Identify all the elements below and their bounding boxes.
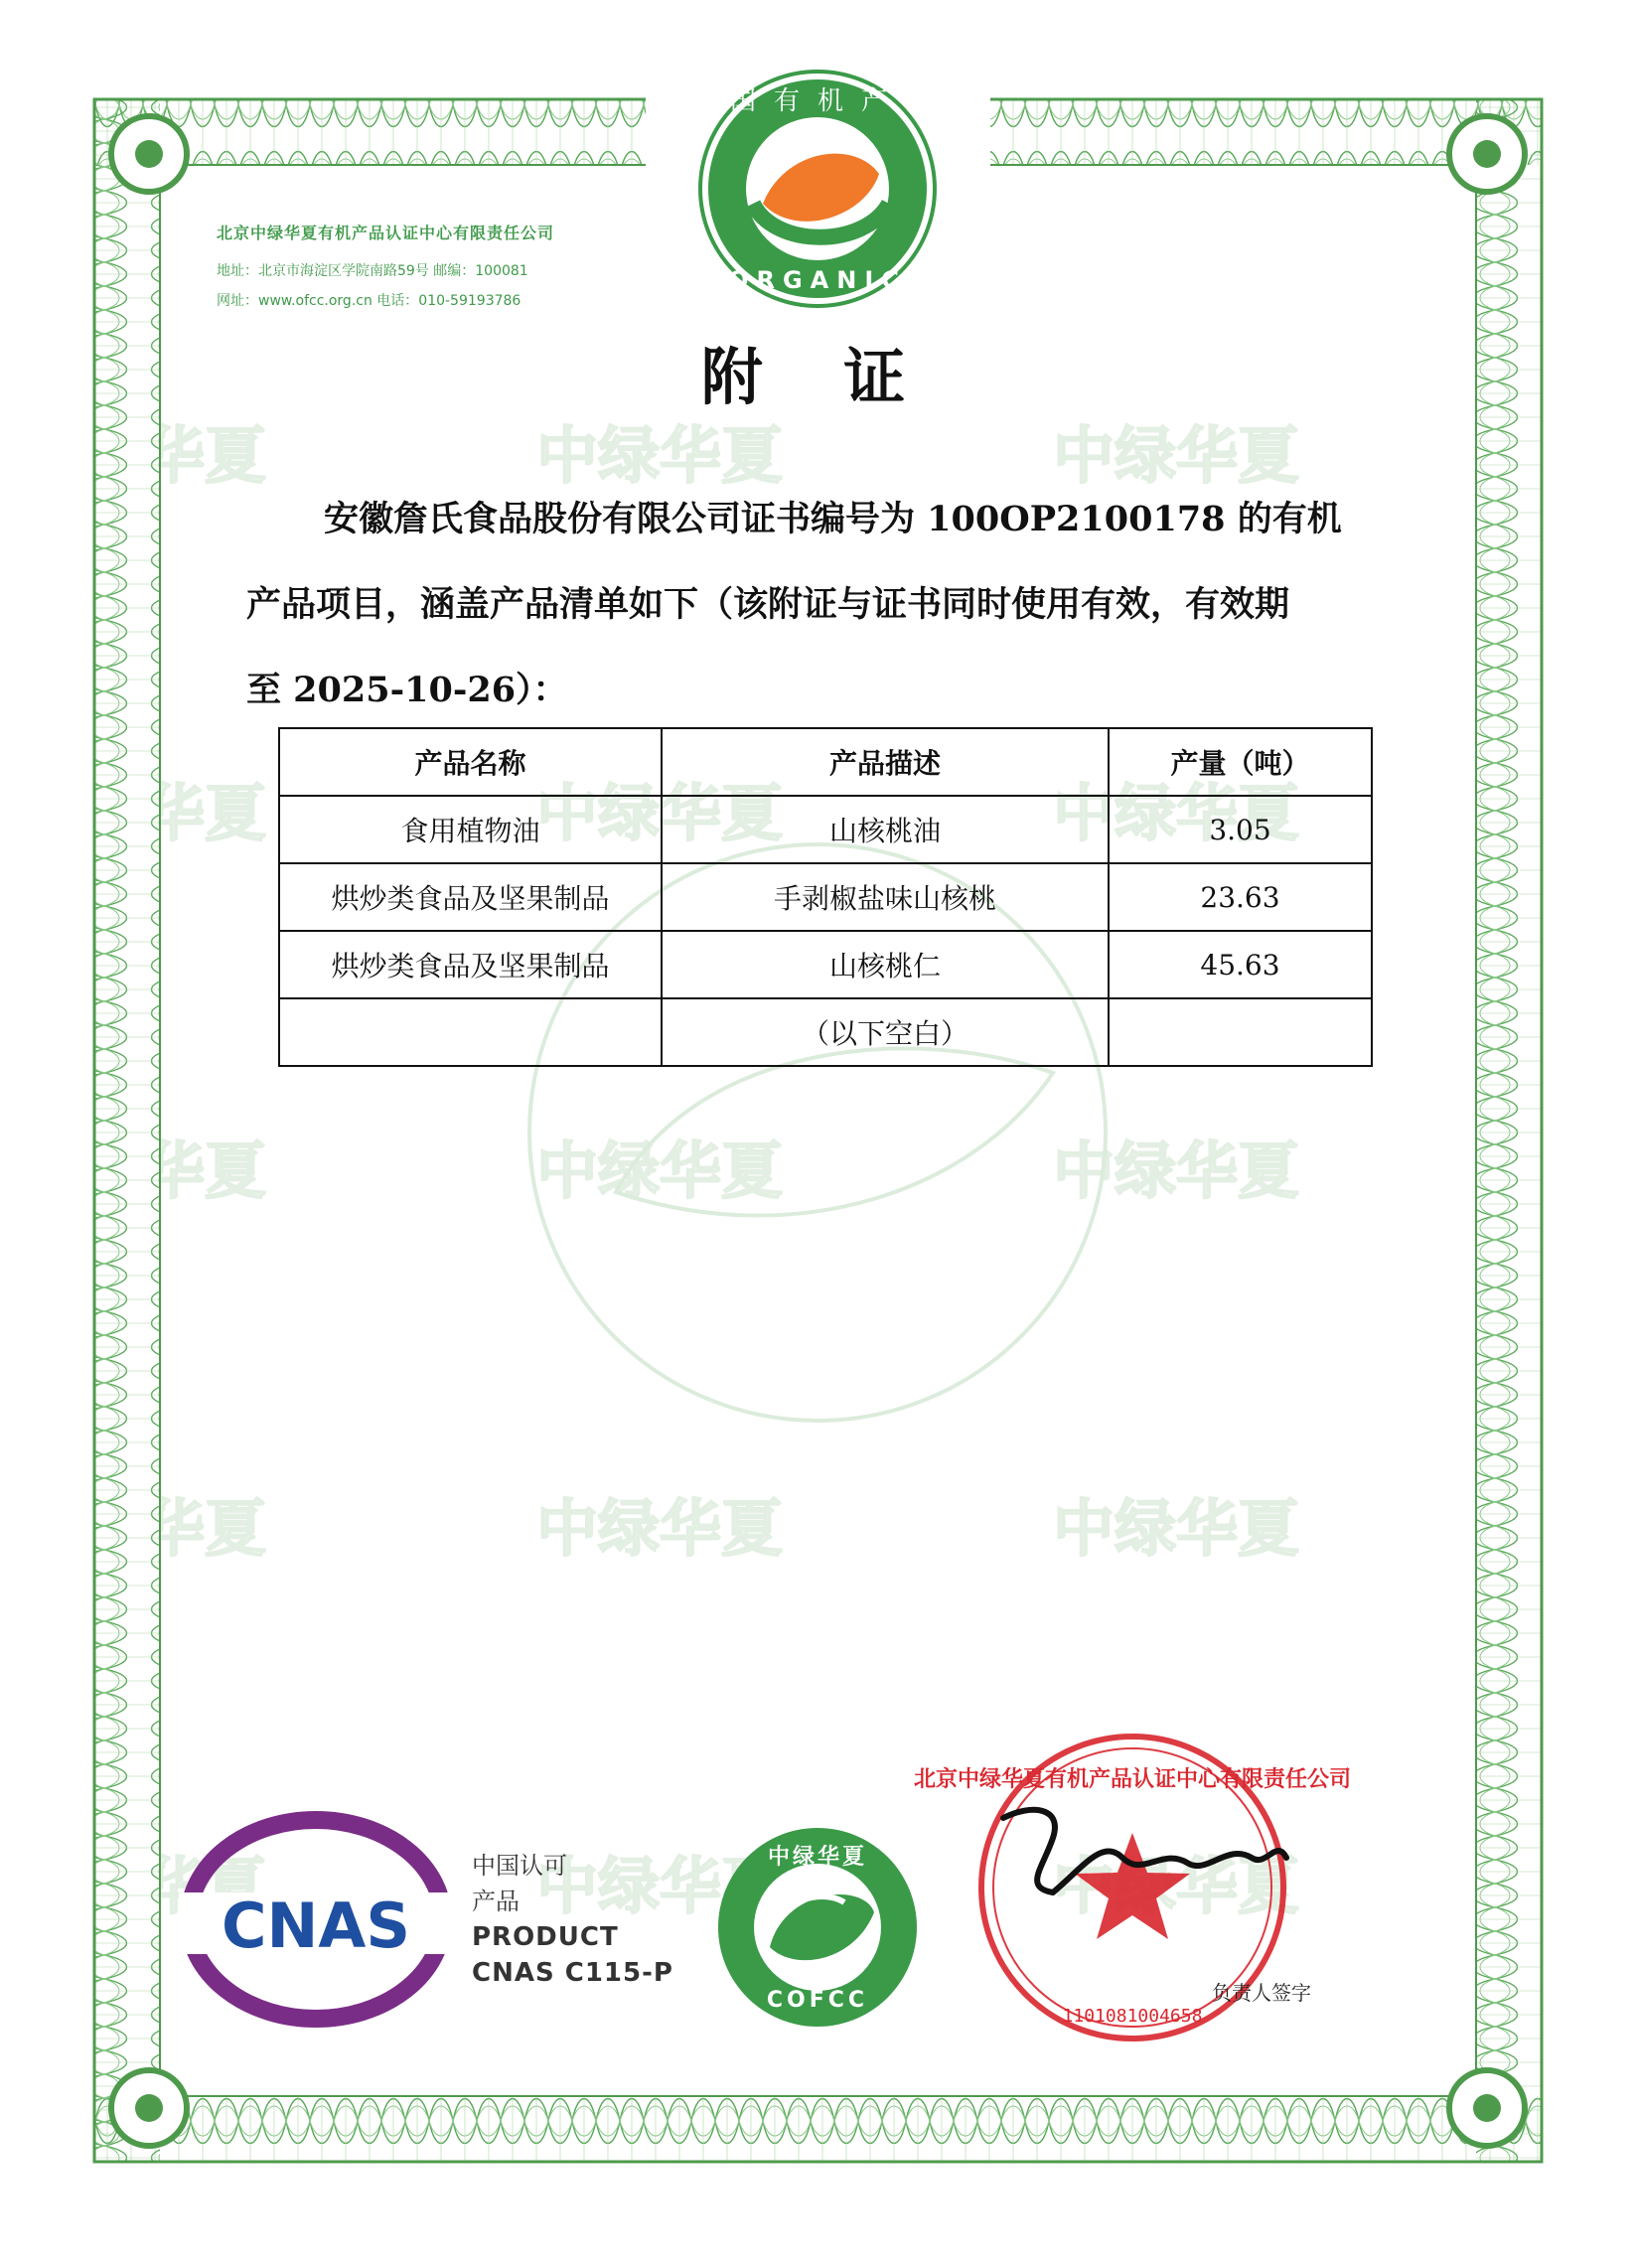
organization-address: 地址：北京市海淀区学院南路59号 邮编：100081 — [217, 263, 528, 279]
product-name-cell — [279, 998, 662, 1066]
page-title: 附 证 — [700, 341, 936, 413]
product-description-cell: 山核桃油 — [662, 796, 1109, 863]
product-description-cell: 手剥椒盐味山核桃 — [662, 863, 1109, 931]
organization-website: 网址：www.ofcc.org.cn 电话：010-59193786 — [217, 293, 521, 309]
output-cell: 3.05 — [1109, 796, 1372, 863]
organization-name: 北京中绿华夏有机产品认证中心有限责任公司 — [217, 224, 555, 242]
svg-text:CNAS: CNAS — [221, 1890, 411, 1962]
product-table — [278, 727, 1373, 1067]
table-row — [279, 998, 1372, 1066]
product-description-cell: （以下空白） — [662, 998, 1109, 1066]
cofcc-logo-top-text: 中绿华夏 — [767, 1845, 868, 1870]
output-cell — [1109, 998, 1372, 1066]
cnas-accreditation-text — [472, 1848, 673, 1991]
statement-line-3: 至 2025-10-26）： — [246, 670, 568, 710]
table-row — [279, 931, 1372, 998]
table-row — [279, 863, 1372, 931]
cnas-line-3: PRODUCT — [472, 1922, 619, 1952]
product-description-cell: 山核桃仁 — [662, 931, 1109, 998]
product-name-cell: 食用植物油 — [279, 796, 662, 863]
cnas-line-4: CNAS C115-P — [472, 1958, 673, 1988]
cofcc-logo-bottom-text: COFCC — [766, 1988, 869, 2013]
statement-paragraph — [246, 477, 1394, 733]
table-header-row — [279, 728, 1372, 796]
cnas-line-1: 中国认可 — [472, 1852, 567, 1880]
column-header-output: 产量（吨） — [1109, 728, 1372, 796]
signature-label: 负责人签字 — [1212, 1981, 1311, 2005]
cnas-line-2: 产品 — [472, 1888, 520, 1915]
seal-ring-text: 北京中绿华夏有机产品认证中心有限责任公司 — [913, 1767, 1352, 1792]
organic-logo-bottom-text: ORGANIC — [728, 266, 907, 294]
product-name-cell: 烘炒类食品及坚果制品 — [279, 931, 662, 998]
product-name-cell: 烘炒类食品及坚果制品 — [279, 863, 662, 931]
table-row — [279, 796, 1372, 863]
statement-line-2: 产品项目，涵盖产品清单如下（该附证与证书同时使用有效，有效期 — [246, 584, 1290, 625]
statement-line-1: 安徽詹氏食品股份有限公司证书编号为 100OP2100178 的有机 — [324, 499, 1342, 539]
column-header-product-description: 产品描述 — [662, 728, 1109, 796]
output-cell: 45.63 — [1109, 931, 1372, 998]
column-header-product-name: 产品名称 — [279, 728, 662, 796]
border-bottom — [94, 2096, 1542, 2162]
organic-logo-ring-text: 中国有机产品 — [685, 86, 950, 116]
output-cell: 23.63 — [1109, 863, 1372, 931]
seal-number: 1101081004658 — [1062, 2006, 1203, 2027]
